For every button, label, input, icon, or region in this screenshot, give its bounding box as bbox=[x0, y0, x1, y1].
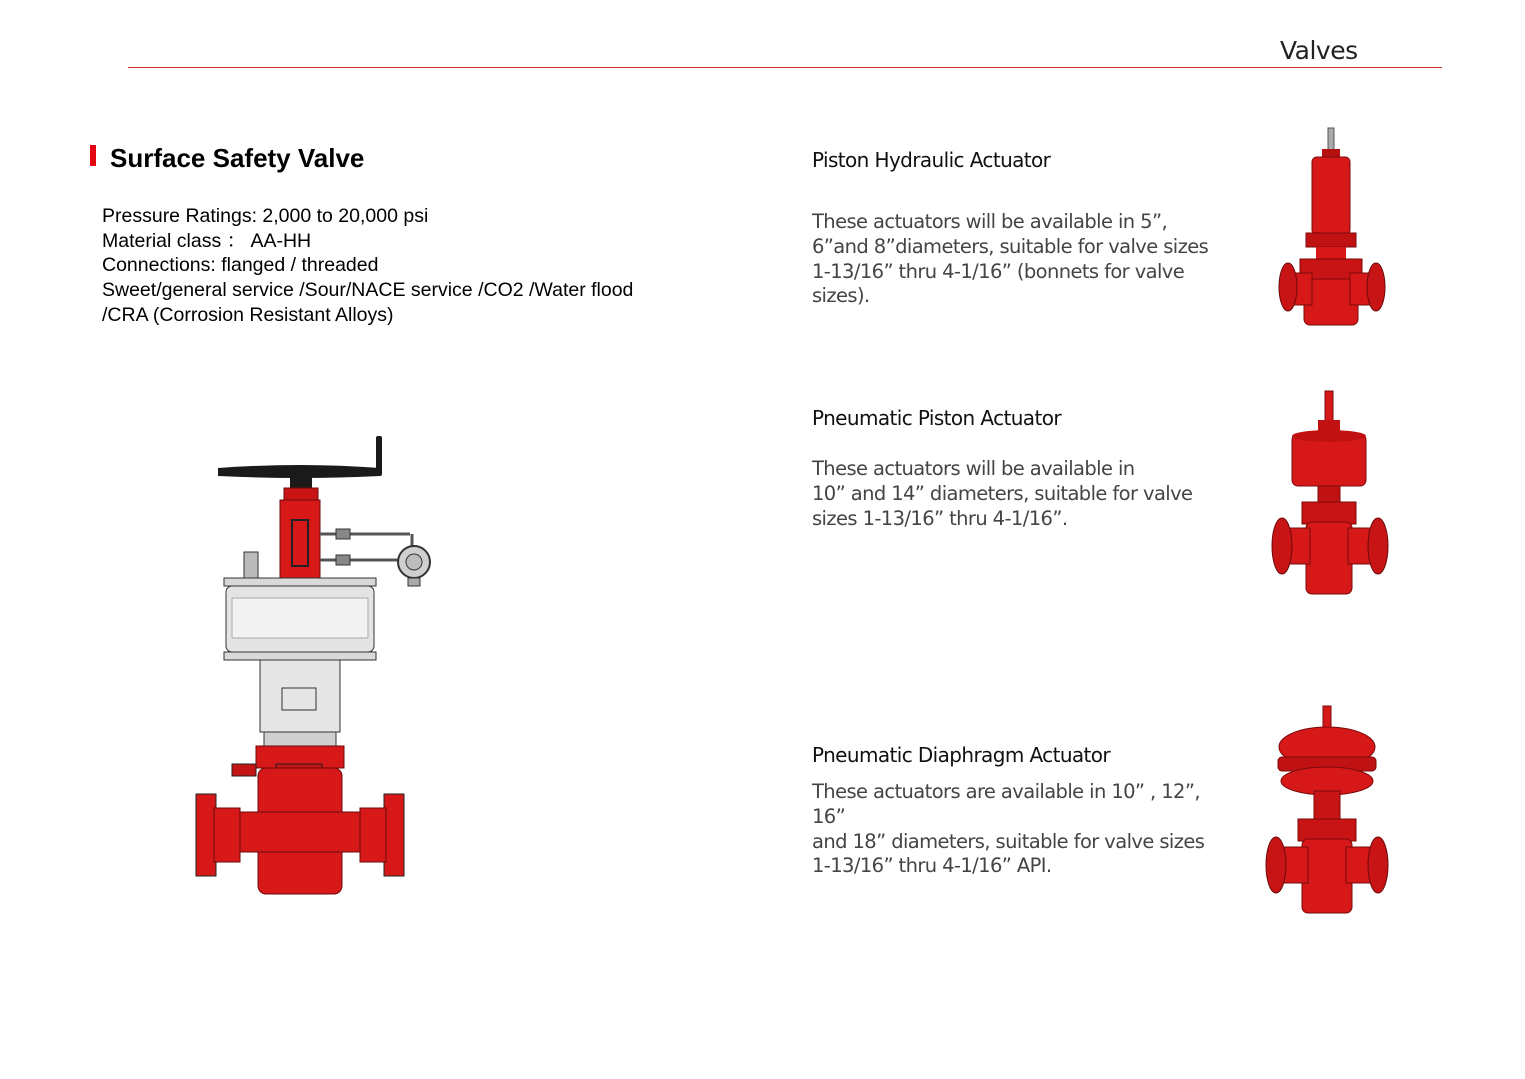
description-line: and 18” diameters, suitable for valve sizes bbox=[812, 829, 1205, 853]
actuator-description-pneumatic-diaphragm bbox=[812, 780, 1232, 879]
actuator-description-piston-hydraulic bbox=[812, 210, 1232, 309]
actuator-title-piston-hydraulic: Piston Hydraulic Actuator bbox=[812, 148, 1051, 172]
surface-safety-valve-image bbox=[190, 432, 440, 902]
spec-pressure: Pressure Ratings: 2,000 to 20,000 psi bbox=[102, 205, 429, 227]
description-line: 10” and 14” diameters, suitable for valve bbox=[812, 481, 1193, 505]
actuator-title-pneumatic-piston: Pneumatic Piston Actuator bbox=[812, 406, 1061, 430]
description-line: These actuators will be available in bbox=[812, 457, 1135, 480]
description-line: sizes). bbox=[812, 284, 870, 308]
section-title: Surface Safety Valve bbox=[110, 143, 365, 173]
description-line: 1-13/16” thru 4-1/16” API. bbox=[812, 854, 1052, 878]
spec-connections: Connections: flanged / threaded bbox=[102, 254, 379, 277]
header-divider bbox=[128, 67, 1442, 68]
actuator-title-pneumatic-diaphragm: Pneumatic Diaphragm Actuator bbox=[812, 743, 1111, 767]
actuator-description-pneumatic-piston bbox=[812, 457, 1232, 531]
description-line: 1-13/16” thru 4-1/16” (bonnets for valve bbox=[812, 259, 1185, 283]
page-header-title: Valves bbox=[1280, 36, 1358, 65]
description-line: These actuators are available in 10” , 12”, 16” bbox=[812, 780, 1200, 828]
spec-material: Material class ： AA-HH bbox=[102, 229, 312, 252]
description-line: sizes 1-13/16” thru 4-1/16”. bbox=[812, 506, 1068, 530]
spec-service: Sweet/general service /Sour/NACE service /CO2 /Water flood /CRA (Corrosion Resistant Alloys) bbox=[102, 279, 634, 326]
description-line: These actuators will be available in 5”, bbox=[812, 210, 1168, 233]
piston-hydraulic-actuator-image bbox=[1270, 125, 1395, 330]
spec-list bbox=[102, 204, 642, 328]
pneumatic-diaphragm-actuator-image bbox=[1258, 703, 1398, 921]
description-line: 6”and 8”diameters, suitable for valve sizes bbox=[812, 234, 1209, 258]
section-marker bbox=[90, 145, 96, 166]
pneumatic-piston-actuator-image bbox=[1262, 388, 1397, 603]
